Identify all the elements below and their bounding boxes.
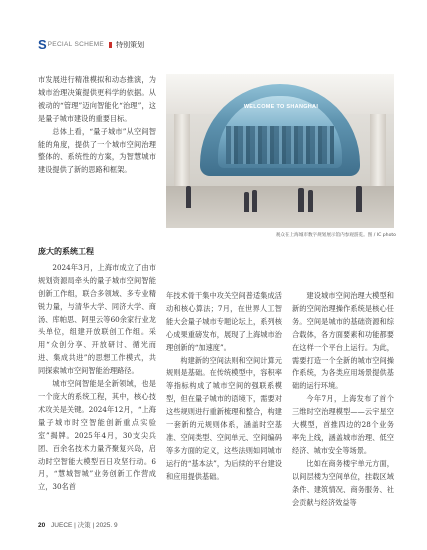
paragraph: 城市空间智能是全新领域，也是一个庞大的系统工程，其中，核心技术攻关是关键。2024年12月，“上海量子城市时空智能创新重点实验室”揭牌。2025年4月，30支尖兵团、百余名技术力量齐聚复兴岛，启动时空智能大模型百日攻坚行动。6月，“慧城智城”业务创新工作营成立，30名首: [38, 379, 156, 492]
column-1-top: [38, 74, 156, 177]
column-2: [166, 290, 282, 484]
photo-visitor: [244, 192, 249, 212]
paragraph: 今年7月，上海发布了首个三维时空治理模型——云宇星空大模型，首推四边的28个业务率先上线，涵盖城市治理、低空经济、城市安全等场景。: [292, 394, 394, 455]
page-number: 20: [38, 522, 46, 529]
page-footer: [38, 520, 118, 529]
header-divider: [109, 42, 112, 48]
photo-visitor: [308, 190, 313, 212]
photo-city-display: [226, 126, 334, 164]
paragraph: 比如在商务楼宇单元方面，以间层楼为空间单位，挂载区域条件、建筑情况、商务服务、社会贡献与经济效益等: [292, 458, 394, 507]
section-title: 庞大的系统工程: [38, 247, 94, 256]
paragraph: 总体上看，“量子城市”从空间智能的角度，提供了一个城市空间治理整体的、系统性的方案，为智慧城市建设提供了新的思路和框架。: [38, 126, 156, 175]
column-1-bottom: [38, 246, 156, 494]
paragraph: 2024年3月，上海市成立了由市规划资源局牵头的量子城市空间智能创新工作组，联合多领域、多专业精锐力量，与清华大学、同济大学、商汤、库帕思、阿里云等60余家行业龙头单位，组建开放联创工作组。采用“众创分享、开放研讨、循光而进、集成共进”的思想工作模式，共同探索城市空间智能治理路径。: [38, 262, 156, 376]
paragraph: 建设城市空间治理大模型和新的空间治理操作系统是核心任务。空间是城市的基础资源和综合载体，各方面要素和功能都要在这样一个平台上运行。为此，需要打造一个全新的城市空间操作系统，为各类应用场景提供基础的运行环境。: [292, 291, 394, 391]
section-header: [38, 37, 144, 52]
paragraph: 年技术骨干集中攻关空间普适集成活动和核心算法；7月，在世界人工智能大会量子城市专题论坛上，系列核心成果重磅发布，展现了上海城市治理创新的“加速度”。: [166, 291, 282, 352]
header-initial: S: [38, 37, 47, 52]
photo-visitor: [186, 186, 191, 208]
paragraph: 市发展进行精准模拟和动态推演，为城市治理决策提供更科学的依据。从被动的“管理”迈向智能化“治理”，这是量子城市建设的重要目标。: [38, 75, 156, 123]
photo-visitor: [356, 186, 362, 212]
header-scheme: PECIAL SCHEME: [47, 41, 105, 48]
photo-visitor: [298, 188, 304, 212]
exhibition-photo: [166, 74, 394, 228]
paragraph: 构建新的空间法则和空间计算元规则是基础。在传统模型中，容积率等指标构成了城市空间的强联系模型，但在量子城市的语境下，需要对这些规则进行重新梳理和整合，构建一套新的元规则体系，涵盖时空基准、空间类型、空间单元、空间编码等多方面的定义，这些法则如同城市运行的“基本法”，为后续的平台建设和应用提供基础。: [166, 355, 282, 481]
photo-screen-text: WELCOME TO SHANGHAI: [243, 104, 319, 110]
header-section-label: 特别策划: [116, 40, 145, 49]
journal-info: JUECE | 决策 | 2025. 9: [51, 522, 118, 529]
photo-visitor: [252, 190, 257, 212]
photo-caption: 观众在上海城市数字规划展示馆内参观游览。图 / IC photo: [275, 233, 396, 238]
column-3: [292, 290, 394, 509]
